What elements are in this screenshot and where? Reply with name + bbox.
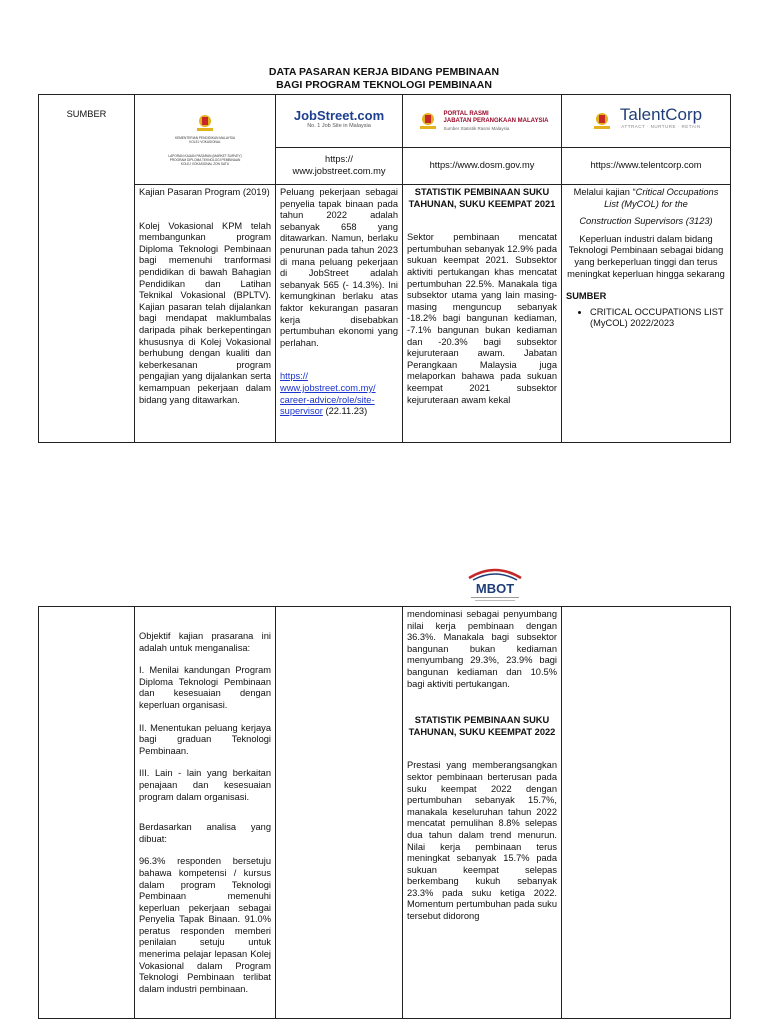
dosm-url: https://www.dosm.gov.my	[403, 148, 562, 185]
malaysia-crest-icon	[590, 111, 614, 131]
dosm-statistics-continued	[403, 607, 562, 1019]
market-data-table-page1	[38, 94, 731, 443]
kpm-study-text	[135, 185, 276, 443]
dosm-2021-continued-body: mendominasi sebagai penyumbang nilai kerja pembinaan dengan 36.3%. Manakala bagi subsektor bangunan bukan kediaman menyumbang 29.3%, 23.9% bagi bangunan kediaman dan 10.5% bagi aktiviti pertukangan.	[407, 609, 557, 689]
talentcorp-url: https://www.telentcorp.com	[562, 148, 731, 185]
objective-text	[135, 607, 276, 1019]
objective-item-2: II. Menentukan peluang kerjaya bagi graduan Teknologi Pembinaan.	[139, 722, 271, 756]
dosm-q4-2022-heading: STATISTIK PEMBINAAN SUKU TAHUNAN, SUKU KEEMPAT 2022	[408, 715, 556, 737]
objective-intro: Objektif kajian prasarana ini adalah untuk menganalisa:	[139, 631, 271, 653]
analysis-intro: Berdasarkan analisa yang dibuat:	[139, 822, 271, 844]
row-label-sumber: SUMBER	[39, 95, 135, 443]
document-title-line2: BAGI PROGRAM TEKNOLOGI PEMBINAAN	[276, 79, 492, 91]
talentcorp-mycol-text: Melalui kajian “Critical Occupations List (MyCOL) for the Construction Supervisors (3123) Keperluan industri dalam bidang Teknologi Pembinaan sebagai bidang yang berkeperluan tinggi dan terus meningkat keperluan hingga sekarang SUMBER • CRITICAL OCCUPATIONS LIST (MyCOL) 2022/2023	[562, 185, 731, 443]
market-data-table-page2	[38, 606, 731, 1019]
page2-empty-jobstreet-cell	[276, 607, 403, 1019]
talentcorp-mycol-body: Keperluan industri dalam bidang Teknologi Pembinaan sebagai bidang yang berkeperluan tinggi dan terus meningkat keperluan hingga sekarang	[567, 233, 725, 279]
objective-item-1: I. Menilai kandungan Program Diploma Teknologi Pembinaan dan kesesuaian dengan keperluan organisasi.	[139, 665, 271, 710]
kpm-study-title: Kajian Pasaran Program (2019)	[139, 187, 270, 197]
document-title-line1: DATA PASARAN KERJA BIDANG PEMBINAAN	[268, 66, 500, 78]
malaysia-crest-icon	[193, 113, 217, 133]
jobstreet-url: https:// www.jobstreet.com.my	[276, 148, 403, 185]
mycol-source-item: • CRITICAL OCCUPATIONS LIST (MyCOL) 2022/2023	[590, 307, 726, 330]
dosm-statistics-text	[403, 185, 562, 443]
objective-item-3: III. Lain - lain yang berkaitan penajaan dan kesesuaian program dalam organisasi.	[139, 768, 271, 802]
dosm-logo: PORTAL RASMI JABATAN PERANGKAAN MALAYSIA Sumber Statistik Rasmi Malaysia	[403, 95, 562, 148]
kpm-study-body: Kolej Vokasional KPM telah membangunkan program Diploma Teknologi Pembinaan bagi memenuhi tranformasi pendidikan di bawah Bahagian Pendidikan dan Latihan Teknikal Vokasional (BPLTV). Kajian pasaran telah dijalankan bagi mendapat maklumbalas daripada pihak berkepentingan khususnya di Kolej Vokasional berhubung dengan kualiti dan keberkesanan program pengajian yang dijalankan serta kemampuan pekerjaan dalam bidang yang ditawarkan.	[139, 220, 271, 405]
kpm-report-cover	[135, 95, 276, 185]
analysis-results: 96.3% responden bersetuju bahawa kompetensi / kursus dalam program Teknologi Pembinaan memenuhi keperluan pekerjaan sebagai Penyelia Tapak Binaan. 91.0% peratus responden memberi penilaian setuju untuk menerima pelajar lepasan Kolej Vokasional dalam Program Teknologi Pembinaan terlibat dalam industri pembinaan.	[139, 856, 271, 994]
jobstreet-analysis-body: Peluang pekerjaan sebagai penyelia tapak binaan pada tahun 2022 adalah sebanyak 658 yang ditawarkan. Namun, berlaku penurunan pada tahun 2023 di mana peluang pekerjaan di JobStreet adalah sebanyak 565 (- 14.3%). Ini kemungkinan berlaku atas faktor kekurangan pasaran kerja disebabkan pertumbuhan ekonomi yang perlahan.	[280, 187, 398, 348]
dosm-q4-2021-heading: STATISTIK PEMBINAAN SUKU TAHUNAN, SUKU KEEMPAT 2021	[408, 187, 556, 209]
jobstreet-logo: JobStreet.com No. 1 Job Site in Malaysia	[276, 95, 403, 148]
page2-empty-talentcorp-cell	[562, 607, 731, 1019]
mbot-logo	[455, 566, 535, 606]
talentcorp-sumber-label: SUMBER	[566, 291, 607, 302]
malaysia-crest-icon	[416, 111, 440, 131]
dosm-q4-2022-body: Prestasi yang memberangsangkan sektor pembinaan berterusan pada suku keempat 2022 dengan pertumbuhan sebanyak 15.7%, manakala keseluruhan tahun 2022 mencatat pemulihan 8.8% selepas dua tahun dalam trend menurun. Nilai kerja pembinaan terus meningkat sebanyak 15.7% pada sukuan keempat selepas berkembang kukuh sebanyak 23.3% pada suku ketiga 2022. Momentum pertumbuhan pada suku tersebut didorong	[407, 760, 557, 922]
talentcorp-logo: TalentCorp ATTRACT · NURTURE · RETAIN	[562, 95, 731, 148]
dosm-q4-2021-body: Sektor pembinaan mencatat pertumbuhan sebanyak 12.9% pada sukuan keempat 2021. Subsektor aktiviti pertukangan khas mencatat pertumbuhan 22.5%. Manakala tiga subsektor utama yang lain masing-masing menguncup sebanyak -18.2% bagi bangunan kediaman, -7.1% bangunan bukan kediaman dan -20.3% bagi subsektor kejuruteraan awam. Jabatan Perangkaan Malaysia juga melaporkan bahawa pada sukuan keempat 2021 subsektor kejuruteraan awam kekal	[407, 232, 557, 405]
page2-empty-label-cell	[39, 607, 135, 1019]
kpm-cover-text: KEMENTERIAN PENDIDIKAN MALAYSIA KOLEJ VOKASIONAL LAPORAN KAJIAN PASARAN (MARKET SURVEY) PROGRAM DIPLOMA TEKNOLOGI PEMBINAAN KOLEJ VOKASIONAL ZON SATU	[168, 136, 242, 167]
jobstreet-analysis-text	[276, 185, 403, 443]
mbot-logo-text: MBOT	[475, 581, 515, 596]
jobstreet-link-date: (22.11.23)	[322, 406, 368, 417]
jobstreet-source-link[interactable]: https:// www.jobstreet.com.my/ career-advice/role/site- supervisor	[280, 371, 376, 417]
